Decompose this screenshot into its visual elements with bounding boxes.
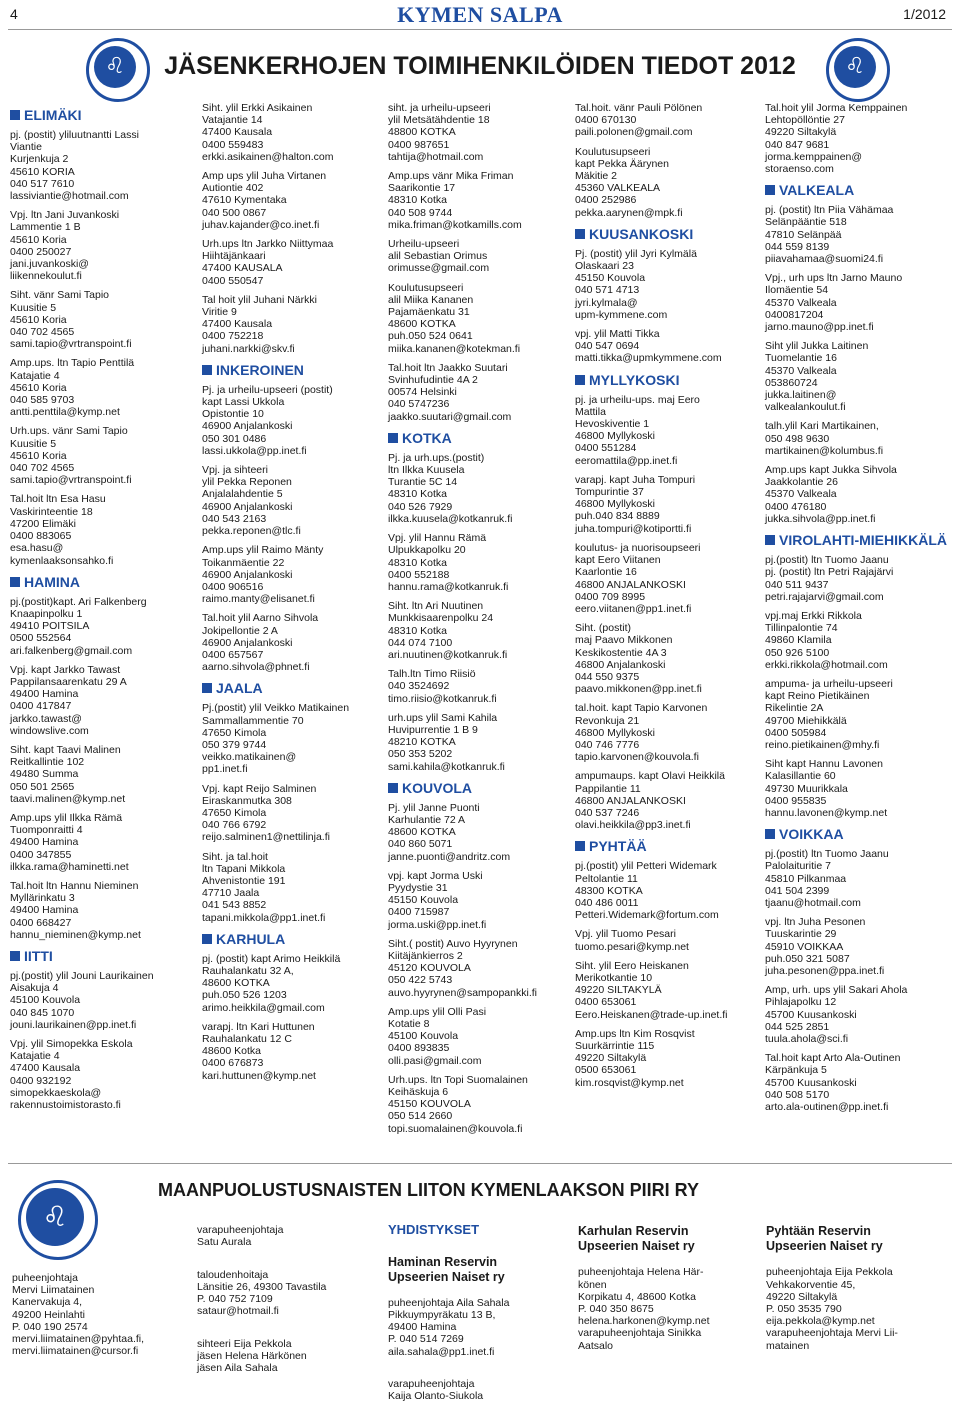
section-heading-label: VALKEALA [779, 182, 855, 199]
section-heading-label: HAMINA [24, 573, 80, 590]
contact-entry: Amp.ups ylil Raimo Mänty Toikanmäentie 22 46900 Anjalankoski 0400 906516 raimo.manty@elisanet.fi [202, 544, 324, 606]
section-heading-label: KOTKA [402, 429, 452, 446]
contact-entry: Tal.hoit ltn Jaakko Suutari Svinhufudintie 4A 2 00574 Helsinki 040 5747236 jaakko.suutari@gmail.com [388, 361, 512, 423]
contact-entry: pj. ja urheilu-ups. maj Eero Mattila Hevoskiventie 1 46800 Myllykoski 0400 551284 eeromattila@pp.inet.fi [575, 393, 700, 467]
association-name: Haminan Reservin Upseerien Naiset ry [388, 1254, 505, 1284]
blue-square-icon [765, 829, 775, 839]
district-chair-info: puheenjohtaja Mervi Liimatainen Kanervakuja 4, 49200 Heinlahti P. 040 190 2574 mervi.liimatainen@pyhtaa.fi, mervi.liimatainen@cursor.fi [12, 1272, 145, 1358]
section-heading [765, 182, 960, 198]
contact-entry: vpj. ylil Matti Tikka 040 547 0694 matti.tikka@upmkymmene.com [575, 328, 722, 365]
contact-entry: pj. (postit) ltn Piia Vähämaa Selänpääntie 518 47810 Selänpää 044 559 8139 piiavahamaa@suomi24.fi [765, 204, 894, 266]
association-info: puheenjohtaja Aila Sahala Pikkuympyräkatu 13 B, 49400 Hamina P. 040 514 7269 aila.sahala@pp1.inet.fi [388, 1296, 510, 1358]
contact-entry: koulutus- ja nuorisoupseeri kapt Eero Viitanen Kaarlontie 16 46800 ANJALANKOSKI 0400 709 8995 eero.viitanen@pp1.inet.fi [575, 541, 701, 615]
section-heading-label: PYHTÄÄ [589, 838, 647, 855]
contact-entry: Tal.hoit ltn Hannu Nieminen Myllärinkatu 3 49400 Hamina 0400 668427 hannu_nieminen@kymp.net [10, 879, 141, 941]
contact-entry: ampumaups. kapt Olavi Heikkilä Pappilantie 11 46800 ANJALANKOSKI 040 537 7246 olavi.heikkila@pp3.inet.fi [575, 770, 725, 832]
contact-entry: Vpj., urh ups ltn Jarno Mauno Ilomäentie 54 45370 Valkeala 0400817204 jarno.mauno@pp.inet.fi [765, 272, 903, 334]
contact-entry: pj. (postit) yliluutnantti Lassi Viantie Kurjenkuja 2 45610 KORIA 040 517 7610 lassiviantie@hotmail.com [10, 129, 139, 203]
lion-emblem-icon: ♌ [826, 38, 890, 102]
blue-square-icon [765, 185, 775, 195]
contact-entry: Vpj. ylil Hannu Rämä Ulpukkapolku 20 48310 Kotka 0400 552188 hannu.rama@kotkanruk.fi [388, 532, 509, 593]
association-hamina [388, 1212, 568, 1423]
issue-number: 1/2012 [903, 6, 946, 22]
blue-square-icon [575, 841, 585, 851]
contact-entry: Tal hoit ylil Juhani Närkki Viritie 9 47400 Kausala 0400 752218 juhani.narkki@skv.fi [202, 293, 317, 355]
contact-entry: Amp.ups kapt Jukka Sihvola Jaakkolantie 26 45370 Valkeala 0400 476180 jukka.sihvola@pp.inet.fi [765, 464, 897, 525]
contact-entry: Amp.ups ylil Olli Pasi Kotatie 8 45100 Kouvola 0400 893835 olli.pasi@gmail.com [388, 1005, 487, 1067]
section-heading-label: ELIMÄKI [24, 107, 82, 123]
section-heading [202, 931, 380, 947]
contact-entry: Amp ups ylil Juha Virtanen Autiontie 402 47610 Kymentaka 040 500 0867 juhav.kajander@co.inet.fi [202, 170, 327, 231]
blue-square-icon [202, 365, 212, 375]
associations-heading: YHDISTYKSET [388, 1222, 480, 1238]
contact-entry: Vpj. kapt Reijo Salminen Eiraskanmutka 308 47650 Kimola 040 766 6792 reijo.salminen1@nettilinja.fi [202, 782, 330, 844]
section-heading [575, 372, 757, 388]
association-karhula [578, 1212, 758, 1364]
contact-entry: Tal.hoit kapt Arto Ala-Outinen Kärpänkuja 5 45700 Kuusankoski 040 508 5170 arto.ala-outinen@pp.inet.fi [765, 1052, 901, 1114]
vice-chair-info: varapuheenjohtaja Satu Aurala [197, 1224, 284, 1249]
contact-entry: Vpj. ylil Simopekka Eskola Katajatie 4 47400 Kausala 0400 932192 simopekkaeskola@ rakennustoimistorasto.fi [10, 1038, 133, 1112]
section-heading-label: VOIKKAA [779, 826, 844, 843]
district-officers [197, 1212, 372, 1395]
contact-entry: pj.(postit) ylil Jouni Laurikainen Aisakuja 4 45100 Kouvola 040 845 1070 jouni.laurikainen@pp.inet.fi [10, 969, 154, 1031]
section-heading-label: KUUSANKOSKI [589, 225, 694, 242]
contact-entry: Amp.ups vänr Mika Friman Saarikontie 17 48310 Kotka 040 508 9744 mika.friman@kotkamills.com [388, 170, 522, 231]
contact-entry: vpj. kapt Jorma Uski Pyydystie 31 45150 Kouvola 0400 715987 jorma.uski@pp.inet.fi [388, 869, 487, 931]
section-heading [575, 838, 757, 854]
blue-square-icon [388, 783, 398, 793]
contact-entry: Amp, urh. ups ylil Sakari Ahola Pihlajapolku 12 45700 Kuusankoski 044 525 2851 tuula.ahola@sci.fi [765, 984, 908, 1045]
contact-entry: pj. (postit) kapt Arimo Heikkilä Rauhalankatu 32 A, 48600 KOTKA puh.050 526 1203 arimo.heikkila@gmail.com [202, 952, 341, 1014]
section-heading-label: MYLLYKOSKI [589, 371, 680, 388]
contact-entry: Pj. ja urh.ups.(postit) ltn Ilkka Kuusela Turantie 5C 14 48310 Kotka 040 526 7929 ilkka.kuusela@kotkanruk.fi [388, 451, 513, 525]
blue-square-icon [388, 433, 398, 443]
section-heading-label: IITTI [24, 947, 53, 964]
blue-square-icon [10, 951, 20, 961]
blue-square-icon [202, 934, 212, 944]
section-heading [10, 574, 190, 590]
members-info: sihteeri Eija Pekkola jäsen Helena Härkönen jäsen Aila Sahala [197, 1337, 307, 1375]
contact-entry: varapj. ltn Kari Huttunen Rauhalankatu 12 C 48600 Kotka 0400 676873 kari.huttunen@kymp.net [202, 1020, 316, 1082]
contact-entry: Pj. ja urheilu-upseeri (postit) kapt Lassi Ukkola Opistontie 10 46900 Anjalankoski 050 301 0486 lassi.ukkola@pp.inet.fi [202, 383, 333, 457]
contact-entry: Tal.hoit ltn Esa Hasu Vaskirinteentie 18 47200 Elimäki 0400 883065 esa.hasu@ kymenlaaksonsahko.fi [10, 493, 114, 567]
section-heading [202, 680, 380, 696]
column-4 [575, 102, 757, 1096]
section-heading-label: JAALA [216, 680, 263, 697]
contact-entry: Pj. ylil Janne Puonti Karhulantie 72 A 48600 KOTKA 040 860 5071 janne.puonti@andritz.com [388, 801, 511, 863]
lion-emblem-icon: ♌ [18, 1180, 98, 1260]
contact-entry: talh.ylil Kari Martikainen, 050 498 9630 martikainen@kolumbus.fi [765, 420, 884, 457]
contact-entry: Siht. vänr Sami Tapio Kuusitie 5 45610 Koria 040 702 4565 sami.tapio@vrtranspoint.fi [10, 289, 132, 351]
column-3 [388, 102, 568, 1142]
section-divider [8, 1163, 952, 1164]
section-heading [202, 362, 380, 378]
blue-square-icon [10, 110, 20, 120]
contact-entry: Pj.(postit) ylil Veikko Matikainen Sammallammentie 70 47650 Kimola 050 379 9744 veikko.matikainen@ pp1.inet.fi [202, 702, 350, 776]
contact-entry: pj.(postit)kapt. Ari Falkenberg Knaapinpolku 1 49410 POITSILA 0500 552564 ari.falkenberg@gmail.com [10, 595, 147, 657]
section-heading [765, 532, 960, 548]
contact-entry: pj.(postit) ylil Petteri Widemark Peltolantie 11 48300 KOTKA 040 486 0011 Petteri.Widemark@fortum.com [575, 860, 719, 922]
section-heading [575, 226, 757, 242]
contact-entry: Tal.hoit ylil Aarno Sihvola Jokipellontie 2 A 46900 Anjalankoski 0400 657567 aarno.sihvola@phnet.fi [202, 612, 319, 674]
contact-entry: pj.(postit) ltn Tuomo Jaanu Palolaituritie 7 45810 Pilkanmaa 041 504 2399 tjaanu@hotmail.com [765, 848, 889, 909]
section-heading-label: VIROLAHTI-MIEHIKKÄLÄ [779, 532, 947, 549]
contact-entry: Urheilu-upseeri alil Sebastian Orimus orimusse@gmail.com [388, 238, 490, 275]
contact-entry: Siht. (postit) maj Paavo Mikkonen Keskikostentie 4A 3 46800 Anjalankoski 044 550 9375 paavo.mikkonen@pp.inet.fi [575, 622, 702, 696]
contact-entry: Amp.ups ltn Kim Rosqvist Suurkärrintie 115 49220 Siltakylä 0500 653061 kim.rosqvist@kymp.net [575, 1027, 695, 1089]
contact-entry: Vpj. kapt Jarkko Tawast Pappilansaarenkatu 29 A 49400 Hamina 0400 417847 jarkko.tawast@ windowslive.com [10, 663, 127, 737]
contact-entry: Siht. kapt Taavi Malinen Reitkallintie 102 49480 Summa 050 501 2565 taavi.malinen@kymp.net [10, 743, 126, 805]
contact-entry: vpj.maj Erkki Rikkola Tillinpalontie 74 49860 Klamila 050 926 5100 erkki.rikkola@hotmail.com [765, 609, 888, 671]
contact-entry: Urh.ups ltn Jarkko Niittymaa Hiihtäjänkaari 47400 KAUSALA 0400 550547 [202, 238, 334, 287]
section-heading [388, 780, 568, 796]
blue-square-icon [202, 683, 212, 693]
lion-emblem-icon: ♌ [86, 38, 150, 102]
contact-entry: Vpj. ylil Tuomo Pesari tuomo.pesari@kymp.net [575, 928, 689, 953]
section-heading-label: INKEROINEN [216, 361, 304, 378]
contact-entry: Amp.ups. ltn Tapio Penttilä Katajatie 4 45610 Koria 040 585 9703 antti.penttila@kymp.net [10, 357, 135, 419]
newspaper-name: KYMEN SALPA [397, 2, 563, 27]
section-heading [10, 948, 190, 964]
association-vice-chair: varapuheenjohtaja Kaija Olanto-Siukola [388, 1378, 484, 1403]
contact-entry: varapj. kapt Juha Tompuri Tompurintie 37 46800 Myllykoski puh.040 834 8889 juha.tompuri@kotiportti.fi [575, 473, 696, 535]
association-name: Karhulan Reservin Upseerien Naiset ry [578, 1224, 695, 1254]
contact-entry: Urh.ups. ltn Topi Suomalainen Keihäskuja 6 45150 KOUVOLA 050 514 2660 topi.suomalainen@kouvola.fi [388, 1073, 528, 1135]
contact-entry: Urh.ups. vänr Sami Tapio Kuusitie 5 45610 Koria 040 702 4565 sami.tapio@vrtranspoint.fi [10, 425, 132, 487]
contact-entry: Siht ylil Jukka Laitinen Tuomelantie 16 45370 Valkeala 053860724 jukka.laitinen@ valkealankoulut.fi [765, 340, 869, 414]
contact-entry: Talh.ltn Timo Riisiö 040 3524692 timo.riisio@kotkanruk.fi [388, 668, 497, 705]
section-heading [388, 430, 568, 446]
contact-entry: Siht. ylil Eero Heiskanen Merikotkantie 10 49220 SILTAKYLÄ 0400 653061 Eero.Heiskanen@trade-up.inet.fi [575, 959, 728, 1021]
association-info: puheenjohtaja Eija Pekkola Vehkakorventie 45, 49220 Siltakylä P. 050 3535 790 eija.pekkola@kymp.net varapuheenjohtaja Mervi Lii- matainen [766, 1266, 898, 1352]
association-pyhtaa [766, 1212, 956, 1364]
association-name: Pyhtään Reservin Upseerien Naiset ry [766, 1224, 883, 1254]
association-info: puheenjohtaja Helena Här- könen Korpikatu 4, 48600 Kotka P. 040 350 8675 helena.harkonen@kymp.net varapuheenjohtaja Sinikka Aatsalo [578, 1266, 710, 1352]
section-heading [765, 826, 960, 842]
contact-entry: urh.ups ylil Sami Kahila Huvipurrentie 1 B 9 48210 KOTKA 050 353 5202 sami.kahila@kotkanruk.fi [388, 711, 505, 773]
header-divider [8, 29, 952, 30]
contact-entry: ampuma- ja urheilu-upseeri kapt Reino Pietikäinen Rikelintie 2A 49700 Miehikkälä 0400 505984 reino.pietikainen@mhy.fi [765, 677, 893, 751]
contact-entry: Amp.ups ylil Ilkka Rämä Tuomponraitti 4 49400 Hamina 0400 347855 ilkka.rama@haminetti.net [10, 811, 129, 873]
contact-entry: Siht. ylil Erkki Asikainen Vatajantie 14 47400 Kausala 0400 559483 erkki.asikainen@halton.com [202, 102, 334, 163]
blue-square-icon [765, 535, 775, 545]
page-title: JÄSENKERHOJEN TOIMIHENKILÖIDEN TIEDOT 2012 [164, 52, 796, 80]
district-title: MAANPUOLUSTUSNAISTEN LIITON KYMENLAAKSON PIIRI RY [158, 1180, 700, 1200]
contact-entry: vpj. ltn Juha Pesonen Tuuskarintie 29 45910 VOIKKAA puh.050 321 5087 juha.pesonen@ppa.inet.fi [765, 916, 885, 977]
contact-entry: Vpj. ltn Jani Juvankoski Lammentie 1 B 45610 Koria 0400 250027 jani.juvankoski@ liikennekoulut.fi [10, 209, 120, 283]
contact-entry: siht. ja urheilu-upseeri ylil Metsätähdentie 18 48800 KOTKA 0400 987651 tahtija@hotmail.com [388, 102, 491, 163]
contact-entry: pj.(postit) ltn Tuomo Jaanu pj. (postit) ltn Petri Rajajärvi 040 511 9437 petri.rajajarvi@gmail.com [765, 554, 894, 603]
contact-entry: Tal.hoit. vänr Pauli Pölönen 0400 670130 paili.polonen@gmail.com [575, 102, 703, 139]
section-heading [10, 107, 190, 123]
section-heading-label: KARHULA [216, 930, 286, 947]
blue-square-icon [575, 229, 585, 239]
contact-entry: Siht.( postit) Auvo Hyyrynen Kiitäjänkierros 2 45120 KOUVOLA 050 422 5743 auvo.hyyrynen@sampopankki.fi [388, 937, 537, 999]
contact-entry: Koulutusupseeri alil Miika Kananen Pajamäenkatu 31 48600 KOTKA puh.050 524 0641 miika.kananen@kotekman.fi [388, 281, 521, 355]
contact-entry: Siht. ja tal.hoit ltn Tapani Mikkola Ahvenistontie 191 47710 Jaala 041 543 8852 tapani.mikkola@pp1.inet.fi [202, 850, 326, 924]
page-header [0, 0, 960, 30]
contact-entry: Pj. (postit) ylil Jyri Kylmälä Olaskaari 23 45150 Kouvola 040 571 4713 jyri.kylmala@ upm-kymmene.com [575, 247, 697, 321]
section-heading-label: KOUVOLA [402, 779, 472, 796]
contact-entry: Tal.hoit ylil Jorma Kemppainen Lehtopöllöntie 27 49220 Siltakylä 040 847 9681 jorma.kemppainen@ storaenso.com [765, 102, 908, 176]
page-number: 4 [10, 6, 18, 22]
contact-entry: Vpj. ja sihteeri ylil Pekka Reponen Anjalalahdentie 5 46900 Anjalankoski 040 543 2163 pekka.reponen@tlc.fi [202, 464, 301, 538]
contact-entry: tal.hoit. kapt Tapio Karvonen Revonkuja 21 46800 Myllykoski 040 746 7776 tapio.karvonen@kouvola.fi [575, 702, 708, 764]
column-2 [202, 102, 380, 1089]
blue-square-icon [10, 577, 20, 587]
column-1 [10, 102, 190, 1118]
treasurer-info: taloudenhoitaja Länsitie 26, 49300 Tavastila P. 040 752 7109 sataur@hotmail.fi [197, 1268, 327, 1318]
contact-entry: Koulutusupseeri kapt Pekka Äärynen Mäkitie 2 45360 VALKEALA 0400 252986 pekka.aarynen@mpk.fi [575, 145, 683, 219]
column-5 [765, 102, 960, 1120]
contact-entry: Siht. ltn Ari Nuutinen Munkkisaarenpolku 24 48310 Kotka 044 074 7100 ari.nuutinen@kotkanruk.fi [388, 600, 508, 661]
contact-entry: Siht kapt Hannu Lavonen Kalasillantie 60 49730 Muurikkala 0400 955835 hannu.lavonen@kymp.net [765, 758, 888, 819]
blue-square-icon [575, 375, 585, 385]
